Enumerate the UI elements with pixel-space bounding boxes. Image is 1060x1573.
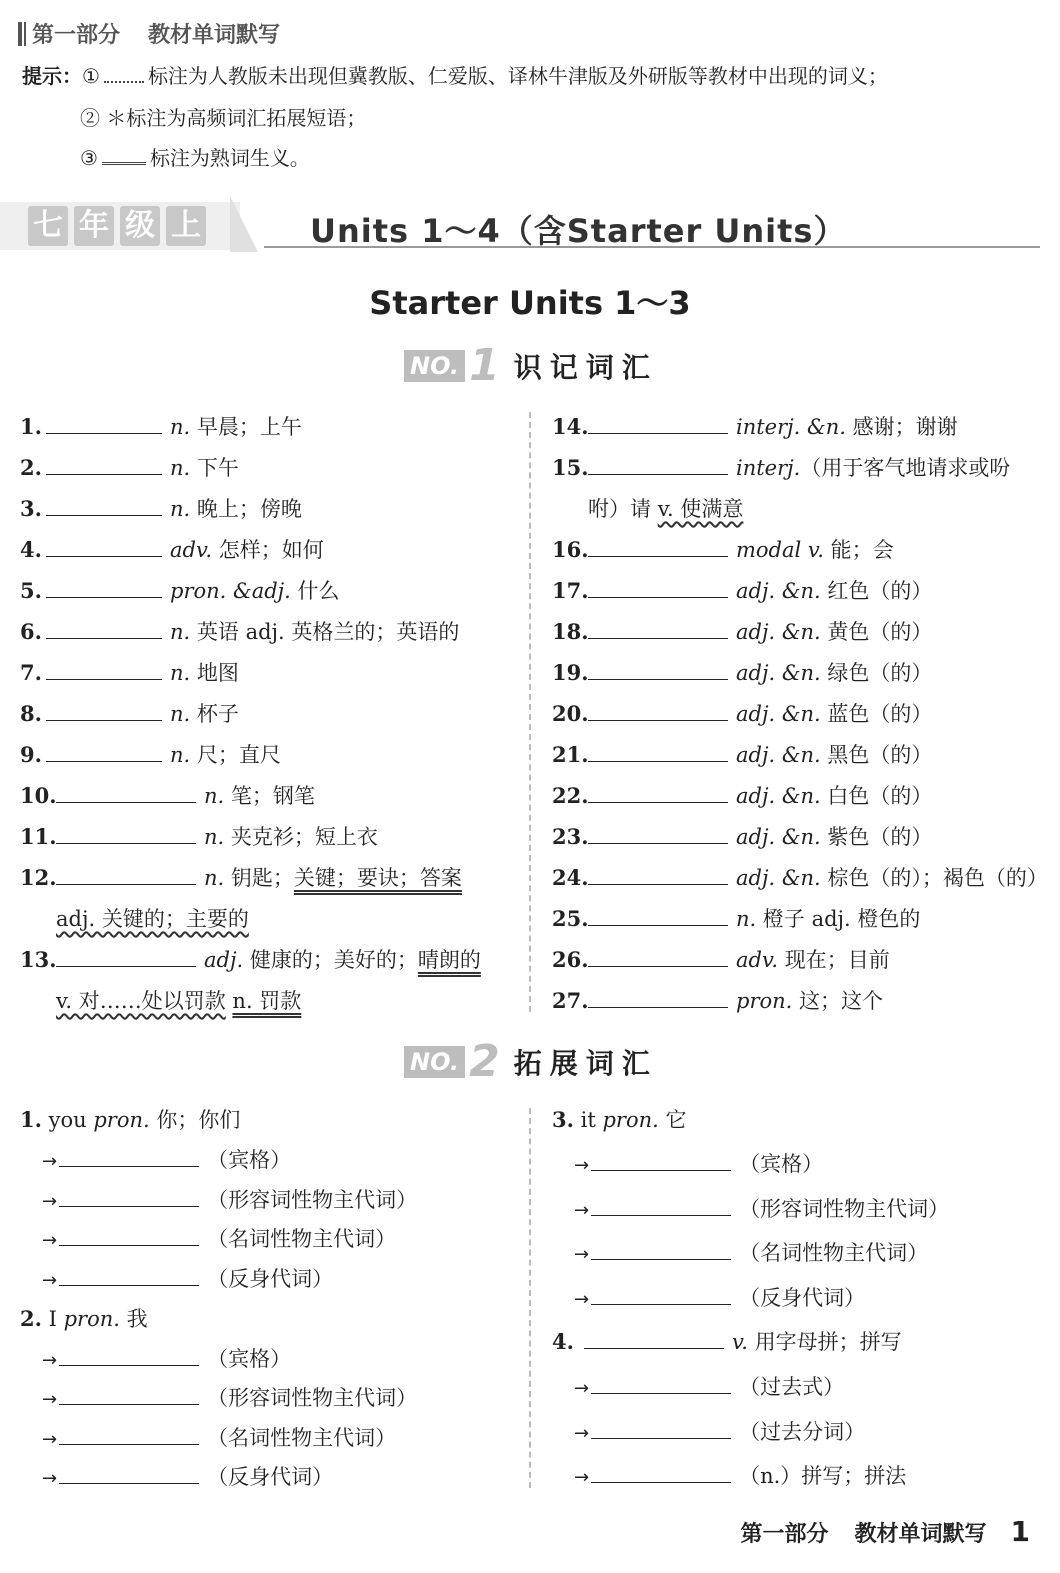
no-number: 2 <box>469 1036 500 1087</box>
answer-blank[interactable] <box>56 946 196 967</box>
answer-blank[interactable] <box>59 1225 199 1246</box>
vocab-item: 20. adj. &n. 蓝色（的） <box>552 701 933 726</box>
answer-blank[interactable] <box>591 1239 731 1260</box>
grade-char: 上 <box>166 206 206 246</box>
extend-item: 1. you pron. 你；你们 <box>20 1107 241 1132</box>
page-number: 1 <box>1010 1515 1030 1548</box>
answer-blank[interactable] <box>588 618 728 639</box>
vocab-item: 13. adj. 健康的；美好的；晴朗的 <box>20 947 481 972</box>
form-row: → （宾格） <box>42 1148 292 1172</box>
vocab-item: 16. modal v. 能；会 <box>552 537 894 562</box>
answer-blank[interactable] <box>46 495 162 516</box>
grade-char: 级 <box>120 206 160 246</box>
grade-char: 七 <box>28 206 68 246</box>
form-row: → （反身代词） <box>42 1465 334 1489</box>
vocab-item-cont: 咐）请 v. 使满意 <box>588 497 744 521</box>
vocab-item: 6. n. 英语 adj. 英格兰的；英语的 <box>20 619 460 644</box>
arrow-icon: → <box>574 1155 590 1176</box>
wavy-blank-sample <box>104 67 144 83</box>
vocab-item: 12. n. 钥匙；关键；要诀；答案 <box>20 865 462 890</box>
answer-blank[interactable] <box>46 413 162 434</box>
hint-mark: ① <box>82 64 100 88</box>
form-row: → （名词性物主代词） <box>42 1227 397 1251</box>
answer-blank[interactable] <box>588 946 728 967</box>
vocab-item: 10. n. 笔；钢笔 <box>20 783 315 808</box>
answer-blank[interactable] <box>584 1328 724 1349</box>
vocab-item: 9. n. 尺；直尺 <box>20 742 281 767</box>
answer-blank[interactable] <box>588 905 728 926</box>
vocab-item: 19. adj. &n. 绿色（的） <box>552 660 933 685</box>
arrow-icon: → <box>42 1230 58 1251</box>
answer-blank[interactable] <box>46 700 162 721</box>
arrow-icon: → <box>42 1151 58 1172</box>
vocab-item: 25. n. 橙子 adj. 橙色的 <box>552 906 921 931</box>
answer-blank[interactable] <box>46 454 162 475</box>
answer-blank[interactable] <box>588 741 728 762</box>
hint-text: ＊标注为高频词汇拓展短语； <box>106 106 367 130</box>
answer-blank[interactable] <box>59 1345 199 1366</box>
answer-blank[interactable] <box>59 1265 199 1286</box>
vocab-item: 26. adv. 现在；目前 <box>552 947 890 972</box>
hint-line-3 <box>80 148 310 168</box>
answer-blank[interactable] <box>588 577 728 598</box>
extend-item: 2. I pron. 我 <box>20 1306 148 1331</box>
vocab-item: 23. adj. &n. 紫色（的） <box>552 824 933 849</box>
form-row: → （名词性物主代词） <box>574 1241 929 1265</box>
answer-blank[interactable] <box>46 741 162 762</box>
arrow-icon: → <box>574 1467 590 1488</box>
hint-line-2 <box>80 108 366 128</box>
vocab-item-cont: adj. 关键的；主要的 <box>56 907 249 931</box>
vocab-item: 15. interj.（用于客气地请求或吩 <box>552 455 1011 480</box>
answer-blank[interactable] <box>591 1150 731 1171</box>
form-row: → （宾格） <box>574 1152 824 1176</box>
double-blank-sample <box>102 148 146 165</box>
section-2-heading <box>404 1036 658 1087</box>
footer-subject: 教材单词默写 <box>854 1522 987 1547</box>
answer-blank[interactable] <box>46 659 162 680</box>
form-row: → （形容词性物主代词） <box>42 1386 418 1410</box>
answer-blank[interactable] <box>56 864 196 885</box>
grade-char: 年 <box>74 206 114 246</box>
answer-blank[interactable] <box>591 1462 731 1483</box>
arrow-icon: → <box>574 1423 590 1444</box>
vocab-item: 7. n. 地图 <box>20 660 239 685</box>
arrow-icon: → <box>574 1200 590 1221</box>
answer-blank[interactable] <box>588 413 728 434</box>
answer-blank[interactable] <box>591 1284 731 1305</box>
hint-text: 标注为人教版未出现但冀教版、仁爱版、译林牛津版及外研版等教材中出现的词义； <box>147 64 888 88</box>
answer-blank[interactable] <box>588 823 728 844</box>
banner-title: Units 1～4（含Starter Units） <box>310 212 847 250</box>
extend-item: 3. it pron. 它 <box>552 1107 687 1132</box>
form-row: → （宾格） <box>42 1347 292 1371</box>
answer-blank[interactable] <box>56 823 196 844</box>
hint-text: 标注为熟词生义。 <box>149 146 310 170</box>
section-title: 拓展词汇 <box>513 1046 658 1080</box>
vocab-item: 1. n. 早晨；上午 <box>20 414 302 439</box>
extend-item: 4. v. 用字母拼；拼写 <box>552 1329 902 1354</box>
arrow-icon: → <box>42 1191 58 1212</box>
arrow-icon: → <box>42 1270 58 1291</box>
hint-mark: ③ <box>80 146 98 170</box>
answer-blank[interactable] <box>59 1463 199 1484</box>
form-row: → （过去式） <box>574 1375 845 1399</box>
arrow-icon: → <box>42 1389 58 1410</box>
tag-bar-icon <box>18 22 22 46</box>
vocab-item: 22. adj. &n. 白色（的） <box>552 783 933 808</box>
page-footer <box>740 1515 1030 1548</box>
answer-blank[interactable] <box>59 1146 199 1167</box>
hint-mark: ② <box>80 106 100 130</box>
footer-part: 第一部分 <box>740 1522 829 1547</box>
answer-blank[interactable] <box>588 659 728 680</box>
hint-line-1 <box>22 66 888 86</box>
no-number: 1 <box>469 340 500 391</box>
section-1-heading <box>404 340 658 391</box>
subject-label: 教材单词默写 <box>148 23 281 48</box>
column-divider <box>529 1108 531 1488</box>
answer-blank[interactable] <box>591 1418 731 1439</box>
vocab-item: 21. adj. &n. 黑色（的） <box>552 742 933 767</box>
part-label: 第一部分 <box>32 23 121 48</box>
answer-blank[interactable] <box>591 1195 731 1216</box>
form-row: → （名词性物主代词） <box>42 1426 397 1450</box>
answer-blank[interactable] <box>588 782 728 803</box>
banner-slant <box>230 196 258 252</box>
answer-blank[interactable] <box>59 1424 199 1445</box>
column-divider <box>529 412 531 1012</box>
vocab-item: 24. adj. &n. 棕色（的）；褐色（的） <box>552 865 1048 890</box>
form-row: → （反身代词） <box>42 1267 334 1291</box>
answer-blank[interactable] <box>588 700 728 721</box>
answer-blank[interactable] <box>588 454 728 475</box>
answer-blank[interactable] <box>59 1384 199 1405</box>
answer-blank[interactable] <box>59 1186 199 1207</box>
arrow-icon: → <box>42 1429 58 1450</box>
grade-boxes <box>28 206 212 246</box>
answer-blank[interactable] <box>46 536 162 557</box>
vocab-item: 4. adv. 怎样；如何 <box>20 537 324 562</box>
section-title: 识记词汇 <box>513 350 658 384</box>
vocab-item: 17. adj. &n. 红色（的） <box>552 578 933 603</box>
tag-bar-icon <box>24 22 26 46</box>
vocab-item: 5. pron. &adj. 什么 <box>20 578 340 603</box>
vocab-item: 2. n. 下午 <box>20 455 239 480</box>
vocab-item: 11. n. 夹克衫；短上衣 <box>20 824 378 849</box>
no-badge: NO. <box>404 350 465 382</box>
vocab-item: 27. pron. 这；这个 <box>552 988 884 1013</box>
form-row: → （反身代词） <box>574 1286 866 1310</box>
answer-blank[interactable] <box>46 577 162 598</box>
arrow-icon: → <box>42 1350 58 1371</box>
answer-blank[interactable] <box>588 536 728 557</box>
arrow-icon: → <box>574 1378 590 1399</box>
arrow-icon: → <box>574 1244 590 1265</box>
form-row: → （形容词性物主代词） <box>42 1188 418 1212</box>
answer-blank[interactable] <box>588 987 728 1008</box>
answer-blank[interactable] <box>56 782 196 803</box>
answer-blank[interactable] <box>46 618 162 639</box>
page-title: Starter Units 1～3 <box>369 284 691 322</box>
arrow-icon: → <box>574 1289 590 1310</box>
no-badge: NO. <box>404 1046 465 1078</box>
form-row: → （过去分词） <box>574 1420 866 1444</box>
vocab-item: 3. n. 晚上；傍晚 <box>20 496 302 521</box>
arrow-icon: → <box>42 1468 58 1489</box>
vocab-item: 8. n. 杯子 <box>20 701 239 726</box>
grade-banner <box>0 196 1060 256</box>
hint-label: 提示： <box>22 64 82 88</box>
answer-blank[interactable] <box>588 864 728 885</box>
vocab-item: 18. adj. &n. 黄色（的） <box>552 619 933 644</box>
answer-blank[interactable] <box>591 1373 731 1394</box>
form-row: → （n.）拼写；拼法 <box>574 1464 907 1488</box>
form-row: → （形容词性物主代词） <box>574 1197 950 1221</box>
vocab-item-cont: v. 对……处以罚款 n. 罚款 <box>56 989 302 1013</box>
section-tag <box>18 18 280 49</box>
vocab-item: 14. interj. &n. 感谢；谢谢 <box>552 414 958 439</box>
